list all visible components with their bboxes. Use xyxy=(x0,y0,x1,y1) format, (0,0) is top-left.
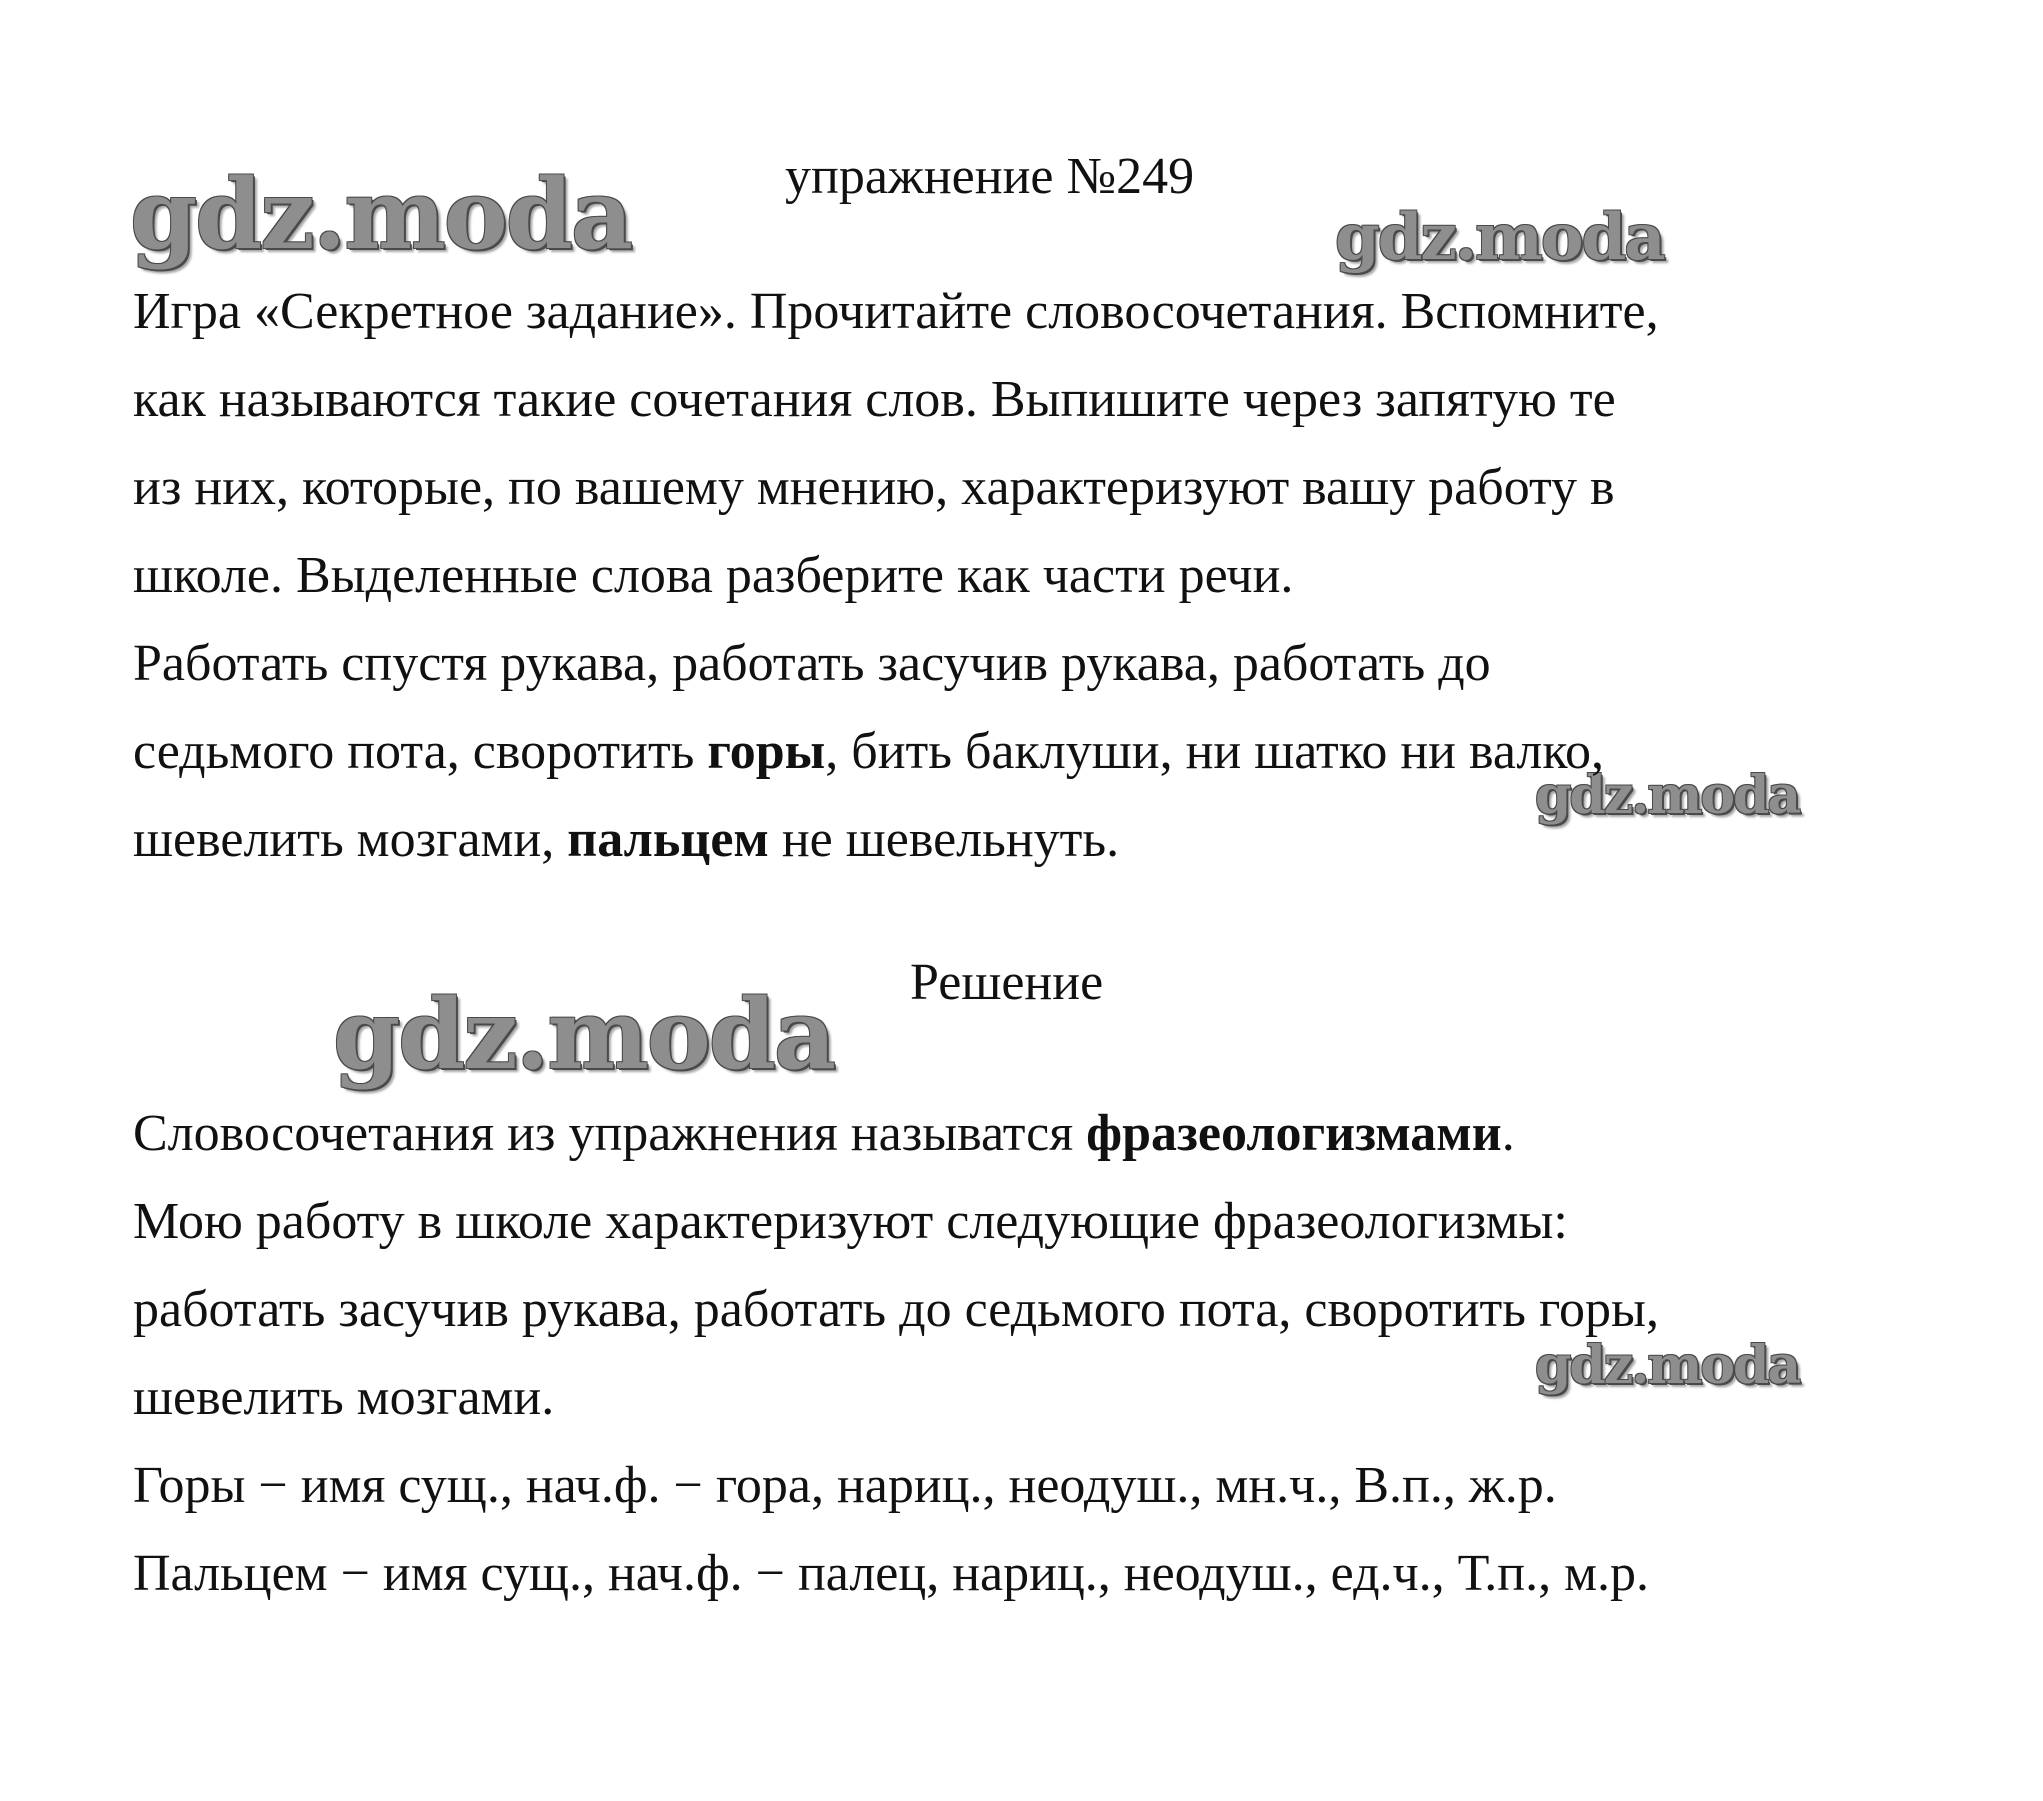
highlighted-word: пальцем xyxy=(567,811,769,868)
solution-line xyxy=(133,1090,1933,1178)
phrases-text: седьмого пота, своротить xyxy=(133,723,708,780)
solution-line: работать засучив рукава, работать до седьмого пота, своротить горы, xyxy=(133,1281,1659,1338)
analysis-line: Пальцем − имя сущ., нач.ф. − палец, нариц., неодуш., ед.ч., Т.п., м.р. xyxy=(133,1545,1649,1602)
solution-text xyxy=(133,1090,1933,1618)
watermark-logo: gdz.moda xyxy=(1335,200,1664,275)
analysis-line: Горы − имя сущ., нач.ф. − гора, нариц., неодуш., мн.ч., В.п., ж.р. xyxy=(133,1457,1557,1514)
task-text xyxy=(133,268,1933,884)
task-line: из них, которые, по вашему мнению, характеризуют вашу работу в xyxy=(133,459,1615,516)
phrases-text: не шевельнуть. xyxy=(768,811,1120,868)
highlighted-word: горы xyxy=(707,723,826,780)
phrases-line xyxy=(133,708,1933,796)
watermark-logo: gdz.moda xyxy=(1535,765,1800,826)
watermark-logo: gdz.moda xyxy=(1535,1335,1800,1396)
watermark-logo: gdz.moda xyxy=(333,978,835,1091)
task-line: как называются такие сочетания слов. Выпишите через запятую те xyxy=(133,371,1616,428)
task-line: Игра «Секретное задание». Прочитайте словосочетания. Вспомните, xyxy=(133,283,1659,340)
solution-title: Решение xyxy=(910,954,1104,1011)
solution-text-part: Словосочетания из упражнения называтся xyxy=(133,1105,1087,1162)
highlighted-term: фразеологизмами xyxy=(1086,1105,1502,1162)
solution-line: шевелить мозгами. xyxy=(133,1369,555,1426)
task-line: школе. Выделенные слова разберите как части речи. xyxy=(133,547,1294,604)
solution-text-part: . xyxy=(1501,1105,1515,1162)
watermark-logo: gdz.moda xyxy=(130,158,632,271)
phrases-text: шевелить мозгами, xyxy=(133,811,568,868)
phrases-line xyxy=(133,796,1933,884)
phrases-text: , бить баклуши, ни шатко ни валко, xyxy=(825,723,1604,780)
phrases-line: Работать спустя рукава, работать засучив рукава, работать до xyxy=(133,635,1491,692)
solution-line: Мою работу в школе характеризуют следующие фразеологизмы: xyxy=(133,1193,1568,1250)
exercise-title: упражнение №249 xyxy=(785,148,1195,205)
